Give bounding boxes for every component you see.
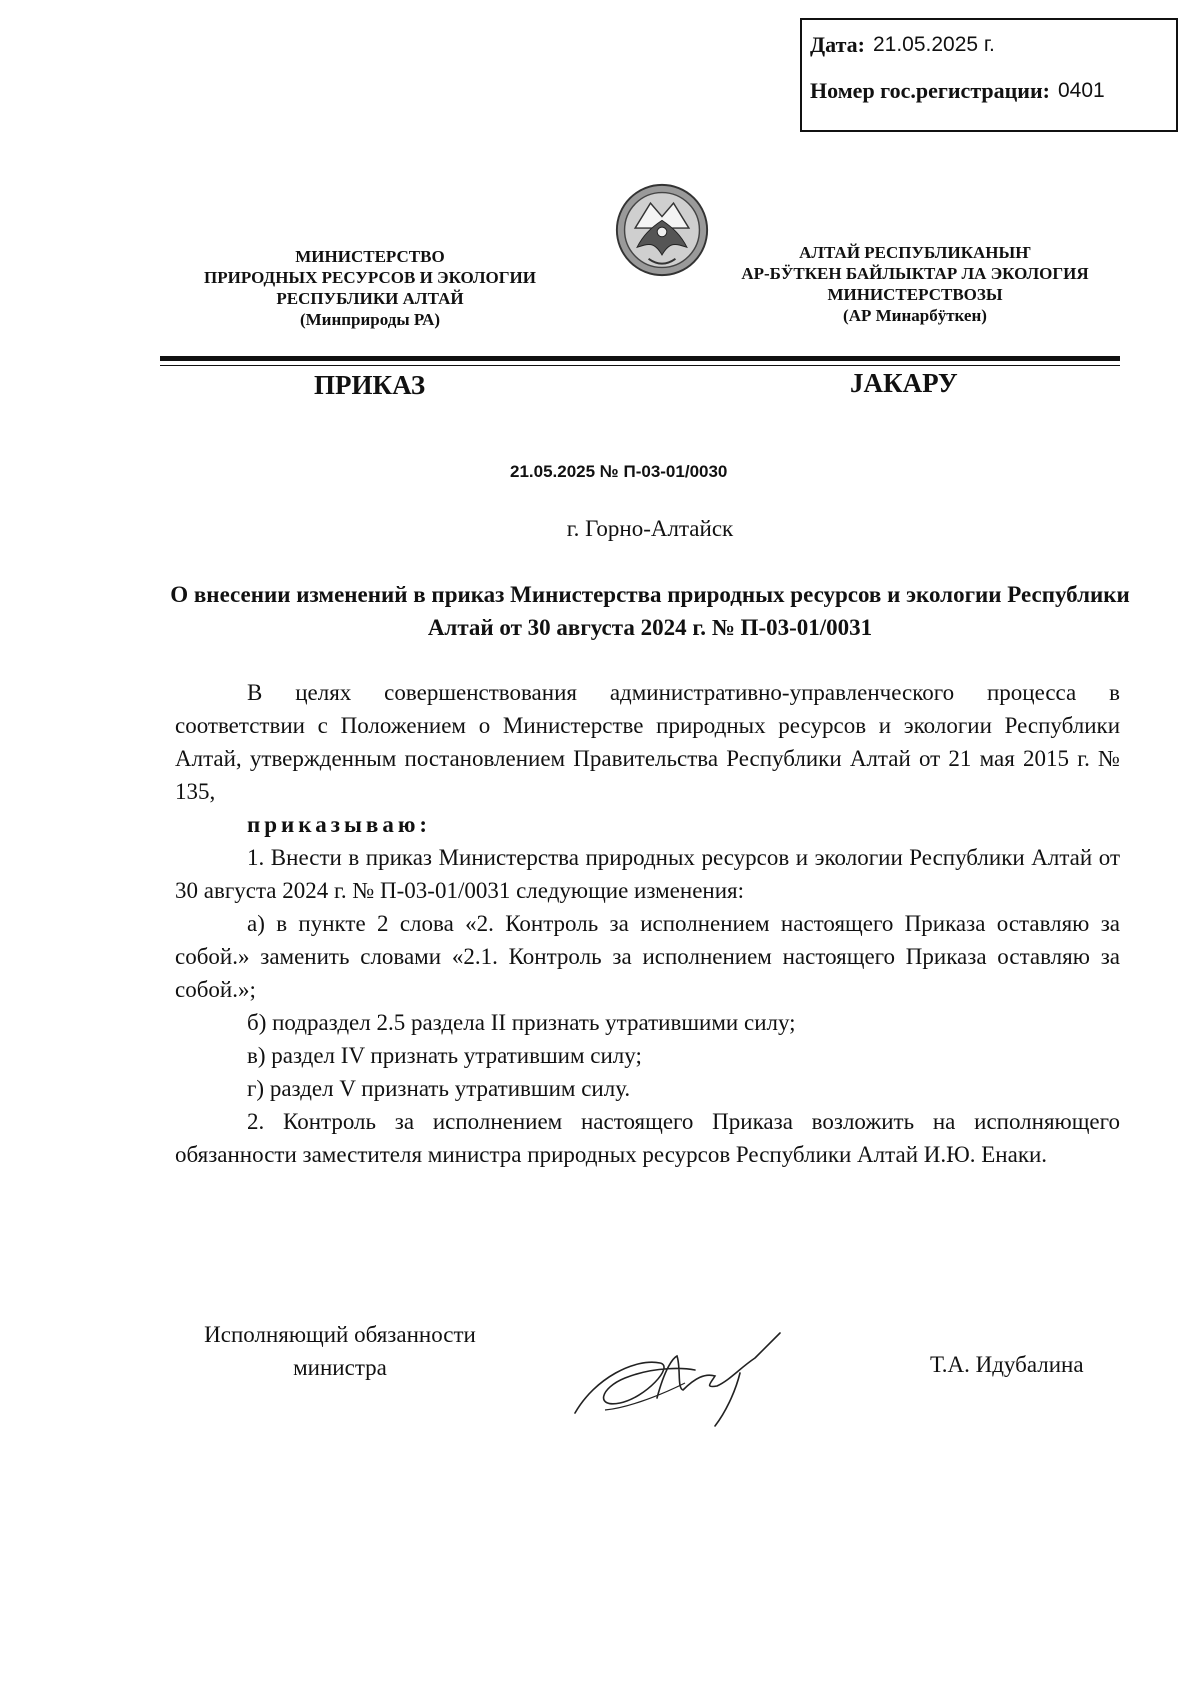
decree-word: приказываю:	[247, 812, 432, 837]
doc-type-altai: JАКАРУ	[850, 368, 958, 398]
registration-stamp	[800, 18, 1178, 132]
item-1: 1. Внести в приказ Министерства природных ресурсов и экологии Республики Алтай от 30 августа 2024 г. № П-03-01/0031 следующие изменения:	[175, 845, 1120, 903]
item-1c: в) раздел IV признать утратившим силу;	[247, 1043, 642, 1068]
ministry-ru-short: (Минприроды РА)	[299, 310, 441, 329]
ministry-alt-line: АЛТАЙ РЕСПУБЛИКАНЫҤ	[799, 243, 1031, 262]
registration-date-value: 21.05.2025 г.	[872, 33, 995, 56]
ministry-ru-line: МИНИСТЕРСТВО	[295, 247, 445, 266]
header-divider-thick	[160, 356, 1120, 361]
signer-position-line: Исполняющий обязанности	[204, 1322, 476, 1347]
ministry-name-ru	[180, 246, 560, 330]
coat-of-arms-icon	[614, 182, 710, 278]
item-1d: г) раздел V признать утратившим силу.	[247, 1076, 631, 1101]
registration-number-value: 0401	[1057, 79, 1105, 102]
ministry-alt-line: МИНИСТЕРСТВОЗЫ	[827, 285, 1003, 304]
item-2: 2. Контроль за исполнением настоящего Приказа возложить на исполняющего обязанности заместителя министра природных ресурсов Республики Алтай И.Ю. Енаки.	[175, 1109, 1120, 1167]
signer-name: Т.А. Идубалина	[930, 1352, 1084, 1377]
ministry-ru-line: ПРИРОДНЫХ РЕСУРСОВ И ЭКОЛОГИИ	[204, 268, 536, 287]
ministry-ru-line: РЕСПУБЛИКИ АЛТАЙ	[276, 289, 464, 308]
ministry-name-altai	[710, 242, 1120, 326]
signer-position	[160, 1318, 520, 1384]
ministry-alt-short: (АР Минарбӱткен)	[843, 306, 987, 325]
order-title: О внесении изменений в приказ Министерства природных ресурсов и экологии Республики Алтай от 30 августа 2024 г. № П-03-01/0031	[170, 582, 1130, 640]
preamble-paragraph: В целях совершенствования административно-управленческого процесса в соответствии с Положением о Министерстве природных ресурсов и экологии Республики Алтай, утвержденным постановлением Правительства Республики Алтай от 21 мая 2015 г. № 135,	[175, 680, 1120, 804]
ministry-alt-line: АР-БӰТКЕН БАЙЛЫКТАР ЛА ЭКОЛОГИЯ	[741, 264, 1089, 283]
registration-date-label: Дата:	[810, 32, 865, 57]
registration-number-label: Номер гос.регистрации:	[810, 78, 1050, 103]
signer-position-line: министра	[293, 1355, 387, 1380]
registration-date-line	[810, 34, 1176, 80]
handwritten-signature-icon	[565, 1318, 795, 1428]
registration-number-line	[810, 80, 1176, 126]
item-1a: а) в пункте 2 слова «2. Контроль за исполнением настоящего Приказа оставляю за собой.» заменить словами «2.1. Контроль за исполнением настоящего Приказа оставляю за собой.»;	[175, 911, 1120, 1002]
order-number: 21.05.2025 № П-03-01/0030	[510, 462, 728, 481]
order-city: г. Горно-Алтайск	[566, 516, 734, 541]
order-body	[175, 676, 1120, 1171]
header-divider-thin	[160, 365, 1120, 366]
item-1b: б) подраздел 2.5 раздела II признать утратившими силу;	[247, 1010, 796, 1035]
doc-type-ru: ПРИКАЗ	[314, 370, 426, 400]
